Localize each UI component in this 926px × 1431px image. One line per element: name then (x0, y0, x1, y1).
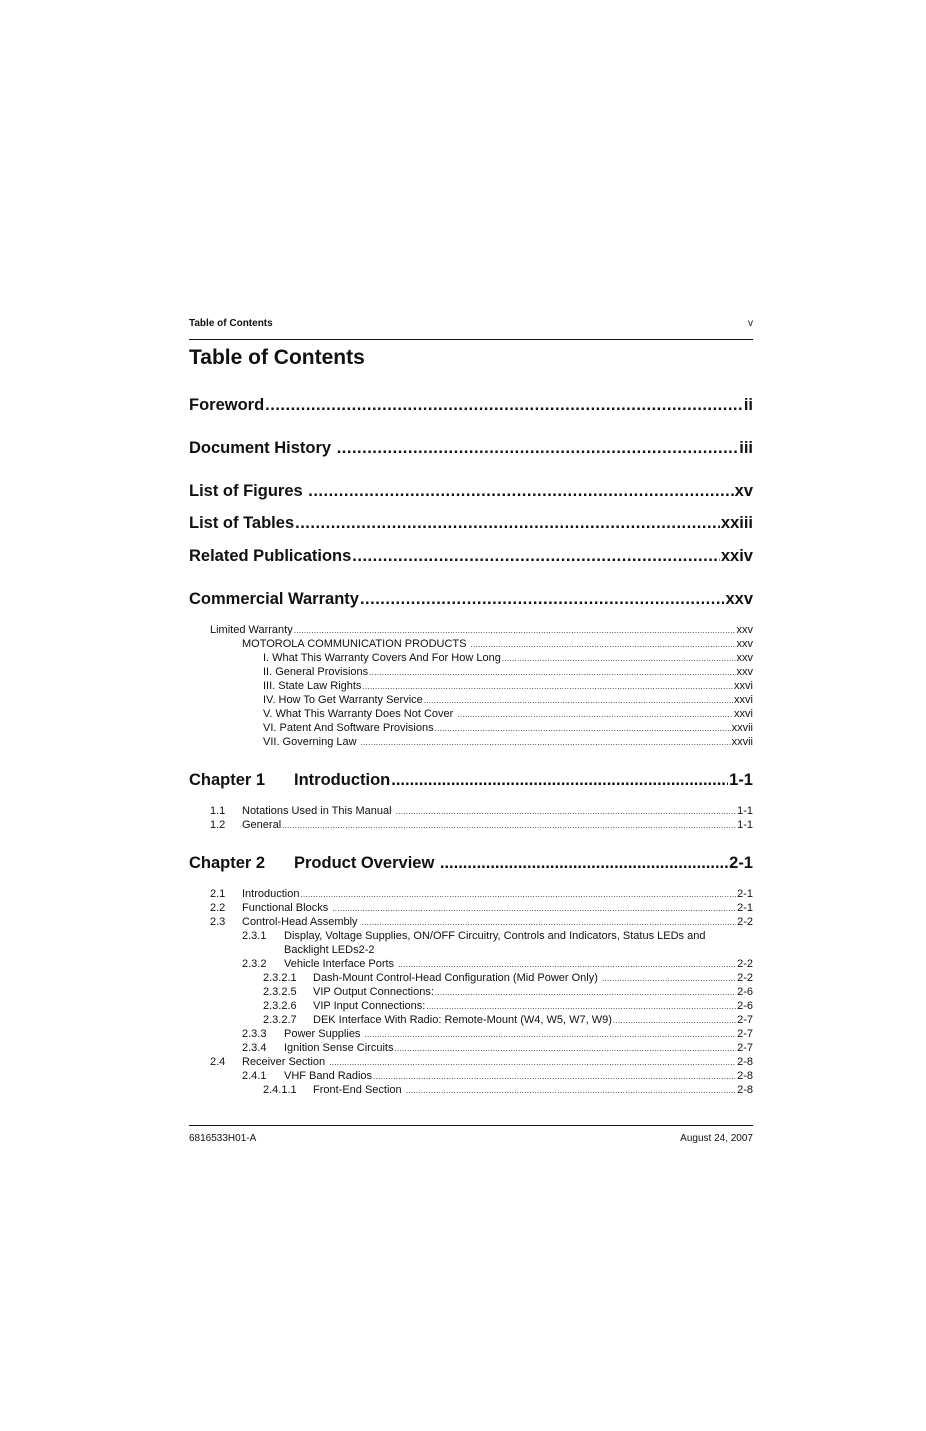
toc-entry-page: 2-7 (737, 1014, 753, 1026)
toc-entry-page: xxvi (734, 708, 753, 720)
toc-entry-title: List of Figures (189, 482, 308, 500)
toc-entry-title: Introduction (242, 888, 300, 900)
section-number: 2.4.1 (242, 1070, 267, 1082)
chapter-title: Introduction (294, 771, 391, 789)
toc-entry-section-2-3-1[interactable] (242, 930, 753, 942)
toc-entry-section-2-2[interactable] (210, 902, 753, 914)
toc-entry-page: 2-8 (737, 1056, 753, 1068)
toc-entry-title: Notations Used in This Manual (242, 805, 395, 817)
toc-entry-limited-warranty[interactable] (210, 624, 753, 636)
toc-entry-page: xxiv (720, 547, 753, 565)
running-header-page-number: v (748, 318, 753, 329)
toc-entry-title: VIP Input Connections: (313, 1000, 426, 1012)
toc-entry-title: I. What This Warranty Covers And For How Long (263, 652, 501, 664)
toc-entry-title: VII. Governing Law (263, 736, 360, 748)
toc-entry-page: 1-1 (737, 805, 753, 817)
toc-entry-title: List of Tables (189, 514, 295, 532)
toc-entry-page: xxvii (731, 736, 753, 748)
toc-entry-related-publications[interactable] (189, 547, 753, 566)
dot-leader (435, 724, 731, 733)
toc-entry-page: 1-1 (729, 771, 753, 789)
toc-entry-page: xxv (736, 638, 753, 650)
toc-entry-page: xxvii (731, 722, 753, 734)
toc-entry-page: 2-2 (737, 958, 753, 970)
dot-leader (360, 590, 725, 609)
toc-entry-title: Related Publications (189, 547, 352, 565)
toc-entry-section-1-2[interactable] (210, 819, 753, 831)
toc-entry-page: 2-7 (737, 1028, 753, 1040)
toc-entry-page: ii (743, 396, 753, 414)
dot-leader (424, 696, 733, 705)
toc-entry-page: 2-1 (737, 902, 753, 914)
toc-entry-warranty-section[interactable] (263, 680, 753, 692)
toc-entry-title-continued: Backlight LEDs2-2 (284, 944, 375, 956)
toc-entry-page: 1-1 (737, 819, 753, 831)
toc-entry-title: VI. Patent And Software Provisions (263, 722, 434, 734)
toc-entry-section-2-3-1-continued[interactable] (284, 944, 753, 956)
section-number: 2.3.2.6 (263, 1000, 297, 1012)
toc-entry-warranty-section[interactable] (263, 722, 753, 734)
toc-entry-page: iii (739, 439, 753, 457)
toc-entry-title: Commercial Warranty (189, 590, 359, 608)
toc-entry-page: xxvi (734, 680, 753, 692)
toc-entry-title: Control-Head Assembly (242, 916, 361, 928)
footer-doc-number: 6816533H01-A (189, 1133, 257, 1144)
toc-entry-section-2-4-1[interactable] (242, 1070, 753, 1082)
page-footer (189, 1133, 753, 1144)
toc-entry-title: Display, Voltage Supplies, ON/OFF Circuitry, Controls and Indicators, Status LEDs and (284, 930, 706, 942)
section-number: 2.4.1.1 (263, 1084, 297, 1096)
toc-entry-document-history[interactable] (189, 439, 753, 458)
toc-entry-page: 2-6 (737, 1000, 753, 1012)
dot-leader (373, 1072, 736, 1081)
section-number: 2.3.2.1 (263, 972, 297, 984)
dot-leader (282, 821, 736, 830)
dot-leader (391, 771, 728, 790)
toc-entry-section-2-4-1-1[interactable] (263, 1084, 753, 1096)
toc-entry-section-2-3-2-5[interactable] (263, 986, 753, 998)
dot-leader (396, 807, 736, 816)
running-header-title: Table of Contents (189, 318, 273, 329)
section-number: 1.2 (210, 819, 226, 831)
toc-entry-page: 2-7 (737, 1042, 753, 1054)
toc-entry-title: Document History (189, 439, 336, 457)
toc-entry-title: VHF Band Radios (284, 1070, 373, 1082)
toc-entry-warranty-section[interactable] (263, 736, 753, 748)
toc-entry-section-2-3-2-6[interactable] (263, 1000, 753, 1012)
toc-entry-page: xxv (736, 624, 753, 636)
toc-entry-title: Receiver Section (242, 1056, 329, 1068)
toc-entry-page: 2-6 (737, 986, 753, 998)
dot-leader (602, 974, 736, 983)
chapter-label: Chapter 2 (189, 854, 266, 872)
section-number: 2.3.4 (242, 1042, 267, 1054)
toc-entry-list-of-tables[interactable] (189, 514, 753, 533)
toc-entry-title: Functional Blocks (242, 902, 332, 914)
toc-entry-section-1-1[interactable] (210, 805, 753, 817)
dot-leader (394, 1044, 736, 1053)
toc-entry-section-2-4[interactable] (210, 1056, 753, 1068)
toc-entry-section-2-3-2[interactable] (242, 958, 753, 970)
toc-entry-page: 2-8 (737, 1070, 753, 1082)
section-number: 2.4 (210, 1056, 226, 1068)
section-number: 2.3 (210, 916, 226, 928)
dot-leader (362, 918, 736, 927)
dot-leader (300, 890, 736, 899)
section-number: 1.1 (210, 805, 226, 817)
toc-entry-title: Front-End Section (313, 1084, 405, 1096)
page-title: Table of Contents (189, 346, 365, 369)
footer-rule (189, 1125, 753, 1126)
toc-entry-section-2-1[interactable] (210, 888, 753, 900)
dot-leader (369, 668, 735, 677)
toc-entry-title: MOTOROLA COMMUNICATION PRODUCTS (242, 638, 470, 650)
dot-leader (361, 738, 731, 747)
dot-leader (308, 482, 733, 501)
toc-entry-title: Dash-Mount Control-Head Configuration (Mid Power Only) (313, 972, 601, 984)
toc-entry-section-2-3-3[interactable] (242, 1028, 753, 1040)
dot-leader (295, 514, 720, 533)
toc-entry-title: IV. How To Get Warranty Service (263, 694, 423, 706)
dot-leader (265, 396, 743, 415)
dot-leader (365, 1030, 737, 1039)
toc-entry-title: Ignition Sense Circuits (284, 1042, 394, 1054)
dot-leader (426, 1002, 736, 1011)
toc-entry-page: xxv (736, 666, 753, 678)
toc-entry-foreword[interactable] (189, 396, 753, 415)
toc-entry-title: VIP Output Connections: (313, 986, 434, 998)
toc-entry-page: 2-1 (729, 854, 753, 872)
dot-leader (435, 988, 736, 997)
dot-leader (352, 547, 720, 566)
toc-entry-page: xxvi (734, 694, 753, 706)
dot-leader (613, 1016, 736, 1025)
toc-entry-chapter-1[interactable] (189, 771, 753, 790)
toc-entry-title: DEK Interface With Radio: Remote-Mount (W4, W5, W7, W9) (313, 1014, 612, 1026)
section-number: 2.3.2.7 (263, 1014, 297, 1026)
section-number: 2.3.3 (242, 1028, 267, 1040)
running-header (189, 318, 753, 329)
toc-entry-warranty-section[interactable] (263, 666, 753, 678)
dot-leader (502, 654, 736, 663)
dot-leader (406, 1086, 736, 1095)
toc-entry-warranty-section[interactable] (263, 708, 753, 720)
dot-leader (457, 710, 733, 719)
toc-entry-page: xxiii (720, 514, 753, 532)
toc-entry-section-2-3-2-7[interactable] (263, 1014, 753, 1026)
section-number: 2.1 (210, 888, 226, 900)
footer-date: August 24, 2007 (680, 1133, 753, 1144)
dot-leader (362, 682, 733, 691)
dot-leader (337, 439, 739, 458)
toc-entry-page: xxv (736, 652, 753, 664)
toc-entry-page: 2-8 (737, 1084, 753, 1096)
toc-entry-section-2-3-4[interactable] (242, 1042, 753, 1054)
toc-entry-list-of-figures[interactable] (189, 482, 753, 501)
chapter-label: Chapter 1 (189, 771, 266, 789)
dot-leader (332, 904, 736, 913)
toc-entry-title: II. General Provisions (263, 666, 369, 678)
toc-entry-section-2-3-2-1[interactable] (263, 972, 753, 984)
section-number: 2.3.1 (242, 930, 267, 942)
toc-entry-warranty-section[interactable] (263, 694, 753, 706)
toc-entry-title: Foreword (189, 396, 265, 414)
section-number: 2.3.2.5 (263, 986, 297, 998)
section-number: 2.3.2 (242, 958, 267, 970)
dot-leader (329, 1058, 736, 1067)
toc-entry-motorola-products[interactable] (242, 638, 753, 650)
toc-entry-page: 2-2 (737, 916, 753, 928)
dot-leader (471, 640, 736, 649)
dot-leader (440, 854, 728, 873)
toc-entry-commercial-warranty[interactable] (189, 590, 753, 609)
toc-entry-warranty-section[interactable] (263, 652, 753, 664)
dot-leader (398, 960, 736, 969)
toc-entry-page: 2-1 (737, 888, 753, 900)
header-rule (189, 339, 753, 340)
toc-entry-title: Vehicle Interface Ports (284, 958, 398, 970)
toc-entry-title: Limited Warranty (210, 624, 293, 636)
dot-leader (294, 626, 736, 635)
chapter-title: Product Overview (294, 854, 439, 872)
toc-entry-section-2-3[interactable] (210, 916, 753, 928)
toc-entry-title: III. State Law Rights (263, 680, 362, 692)
toc-entry-page: 2-2 (737, 972, 753, 984)
toc-entry-title: Power Supplies (284, 1028, 364, 1040)
toc-entry-title: General (242, 819, 282, 831)
toc-entry-page: xv (734, 482, 753, 500)
toc-entry-chapter-2[interactable] (189, 854, 753, 873)
toc-entry-page: xxv (725, 590, 753, 608)
section-number: 2.2 (210, 902, 226, 914)
toc-entry-title: V. What This Warranty Does Not Cover (263, 708, 457, 720)
